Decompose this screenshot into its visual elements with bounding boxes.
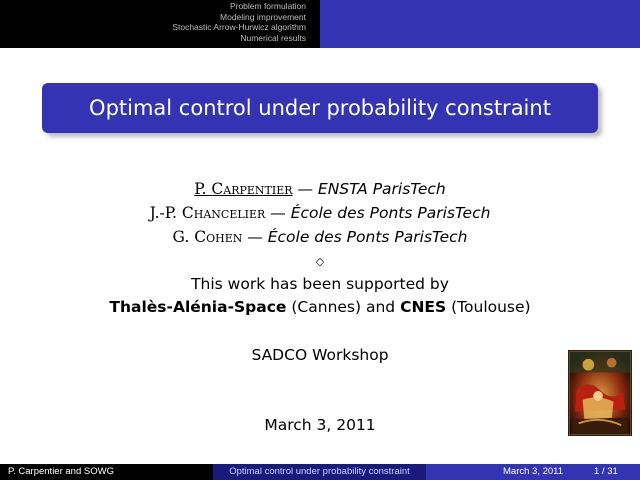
- sponsor-cnes-location: (Toulouse): [451, 298, 531, 316]
- sponsors-line: [0, 298, 640, 316]
- author-line-2: [0, 204, 640, 222]
- footer-date: March 3, 2011: [503, 466, 564, 477]
- footer-bar: [0, 464, 640, 480]
- nav-item-problem-formulation[interactable]: Problem formulation: [229, 1, 306, 11]
- footer-title: Optimal control under probability constraint: [213, 464, 426, 480]
- nav-item-arrow-hurwicz[interactable]: Stochastic Arrow-Hurwicz algorithm: [172, 22, 306, 32]
- nav-item-modeling-improvement[interactable]: Modeling improvement: [220, 11, 306, 22]
- diamond-icon: ◇: [315, 255, 325, 268]
- page-title: Optimal control under probability constraint: [89, 96, 551, 120]
- author-institution-3: École des Ponts ParisTech: [267, 228, 468, 246]
- dash-1: —: [297, 180, 318, 198]
- author-line-1: [0, 180, 640, 198]
- footer-right: [426, 464, 640, 480]
- footer-page-number: 1 / 31: [594, 466, 618, 477]
- sponsor-cnes: CNES: [400, 298, 447, 316]
- footer-authors: P. Carpentier and SOWG: [0, 464, 213, 480]
- section-navigation: [0, 0, 320, 48]
- dash-3: —: [247, 228, 268, 246]
- dash-2: —: [270, 204, 291, 222]
- title-box: [42, 83, 598, 133]
- author-name-2: J.-P. Chancelier: [149, 204, 266, 222]
- sponsor-thales-location: (Cannes) and: [291, 298, 396, 316]
- painting-thumbnail: [568, 350, 632, 436]
- author-name-1: P. Carpentier: [194, 180, 293, 198]
- nav-item-numerical-results[interactable]: Numerical results: [240, 32, 306, 43]
- author-line-3: [0, 228, 640, 246]
- author-institution-2: École des Ponts ParisTech: [290, 204, 491, 222]
- header-blue-bar: [320, 0, 640, 48]
- event-name: SADCO Workshop: [251, 346, 389, 364]
- author-name-3: G. Cohen: [172, 228, 243, 246]
- author-institution-1: ENSTA ParisTech: [317, 180, 446, 198]
- support-line: This work has been supported by: [191, 275, 449, 293]
- presentation-date: March 3, 2011: [264, 416, 376, 434]
- sponsor-thales: Thalès-Alénia-Space: [109, 298, 287, 316]
